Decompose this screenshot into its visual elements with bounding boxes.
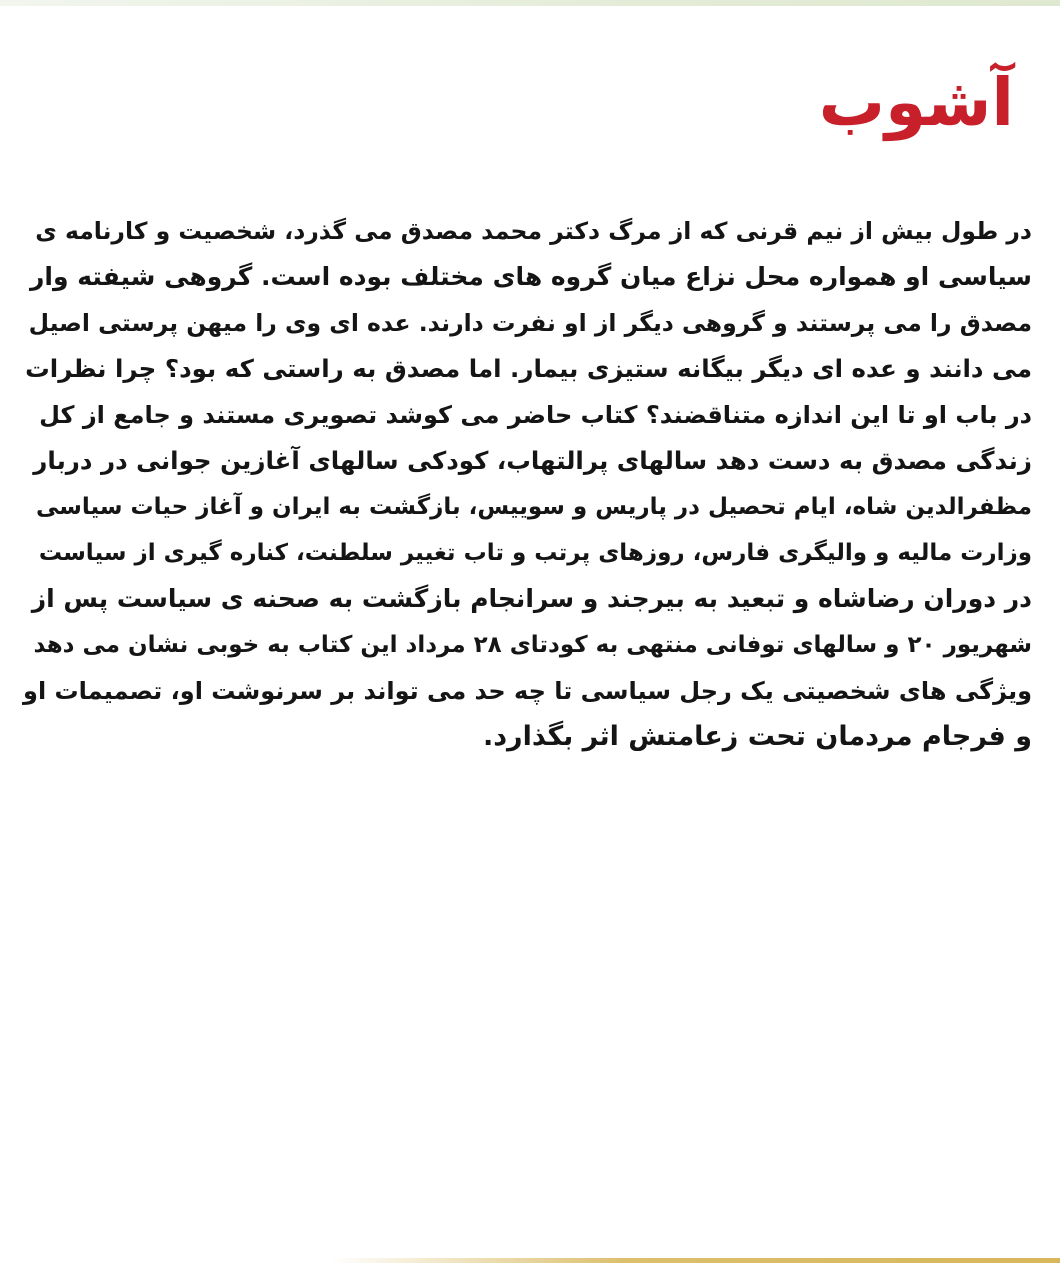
paragraph-line-2: سیاسی او همواره محل نزاع میان گروه های مختلف بوده است. گروهی شیفته وار <box>30 262 1032 291</box>
paragraph-line-5: در باب او تا این اندازه متناقضند؟ کتاب حاضر می کوشد تصویری مستند و جامع از کل <box>39 401 1032 429</box>
paragraph-line-12: و فرجام مردمان تحت زعامتش اثر بگذارد. <box>482 721 1032 752</box>
paragraph-line-7: مظفرالدین شاه، ایام تحصیل در پاریس و سوییس، بازگشت به ایران و آغاز حیات سیاسی <box>35 494 1032 520</box>
paragraph-line-4: می دانند و عده ای دیگر بیگانه ستیزی بیمار. اما مصدق به راستی که بود؟ چرا نظرات <box>25 354 1032 383</box>
paragraph-line-1: در طول بیش از نیم قرنی که از مرگ دکتر محمد مصدق می گذرد، شخصیت و کارنامه ی <box>35 217 1032 245</box>
top-accent-strip <box>0 0 1060 6</box>
page-title: آشوب <box>818 64 1014 141</box>
bottom-accent-strip <box>330 1258 1060 1263</box>
paragraph-line-11: ویژگی های شخصیتی یک رجل سیاسی تا چه حد می تواند بر سرنوشت او، تصمیمات او <box>23 677 1032 705</box>
paragraph-line-9: در دوران رضاشاه و تبعید به بیرجند و سرانجام بازگشت به صحنه ی سیاست پس از <box>31 584 1032 613</box>
paragraph-line-8: وزارت مالیه و والیگری فارس، روزهای پرتب و تاب تغییر سلطنت، کناره گیری از سیاست <box>38 540 1032 566</box>
paragraph-line-10: شهریور ۲۰ و سالهای توفانی منتهی به کودتای ۲۸ مرداد این کتاب به خوبی نشان می دهد <box>33 632 1032 658</box>
paragraph-line-3: مصدق را می پرستند و گروهی دیگر از او نفرت دارند. عده ای وی را میهن پرستی اصیل <box>28 309 1032 337</box>
description-paragraph <box>20 208 1032 760</box>
paragraph-line-6: زندگی مصدق به دست دهد سالهای پرالتهاب، کودکی سالهای آغازین جوانی در دربار <box>33 446 1032 475</box>
